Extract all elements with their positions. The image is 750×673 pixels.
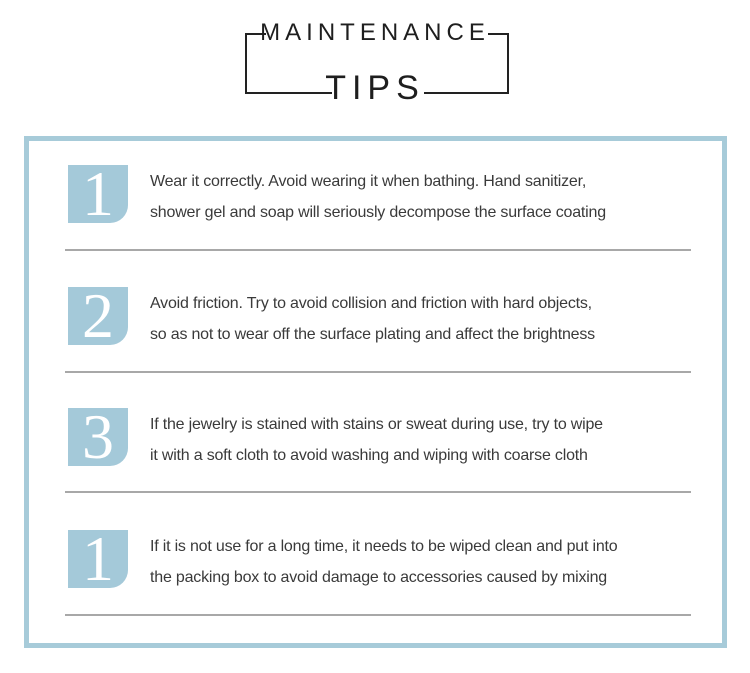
tip-line-2: so as not to wear off the surface plating and affect the brightness: [150, 326, 595, 343]
tip-text: [150, 166, 606, 228]
tip-number-badge: [68, 523, 128, 594]
tip-line-2: the packing box to avoid damage to accessories caused by mixing: [150, 569, 608, 586]
tip-text: [150, 288, 595, 350]
tip-line-1: Avoid friction. Try to avoid collision and friction with hard objects,: [150, 295, 592, 312]
tip-number-badge: [68, 158, 128, 229]
tip-divider: [65, 614, 691, 616]
page-title-tips: TIPS: [325, 69, 425, 107]
tip-row-2: [29, 280, 722, 351]
tips-panel: [24, 136, 727, 648]
tip-number: 1: [82, 523, 114, 594]
tip-text: [150, 409, 603, 471]
maintenance-tips-header: [0, 0, 750, 130]
tip-number-badge: [68, 401, 128, 472]
tip-number: 3: [82, 401, 114, 472]
tip-number-badge: [68, 280, 128, 351]
tip-line-2: it with a soft cloth to avoid washing and wiping with coarse cloth: [150, 447, 588, 464]
tip-number: 1: [82, 158, 114, 229]
page-title-maintenance: MAINTENANCE: [260, 19, 490, 46]
tip-line-1: Wear it correctly. Avoid wearing it when bathing. Hand sanitizer,: [150, 173, 587, 190]
tip-divider: [65, 249, 691, 251]
tip-divider: [65, 371, 691, 373]
tip-row-3: [29, 401, 722, 472]
tip-line-1: If the jewelry is stained with stains or sweat during use, try to wipe: [150, 416, 603, 433]
tip-line-2: shower gel and soap will seriously decompose the surface coating: [150, 204, 606, 221]
tip-divider: [65, 491, 691, 493]
tip-number: 2: [82, 280, 114, 351]
tip-line-1: If it is not use for a long time, it needs to be wiped clean and put into: [150, 538, 618, 555]
tip-row-4: [29, 523, 722, 594]
tip-row-1: [29, 158, 722, 229]
tip-text: [150, 531, 617, 593]
